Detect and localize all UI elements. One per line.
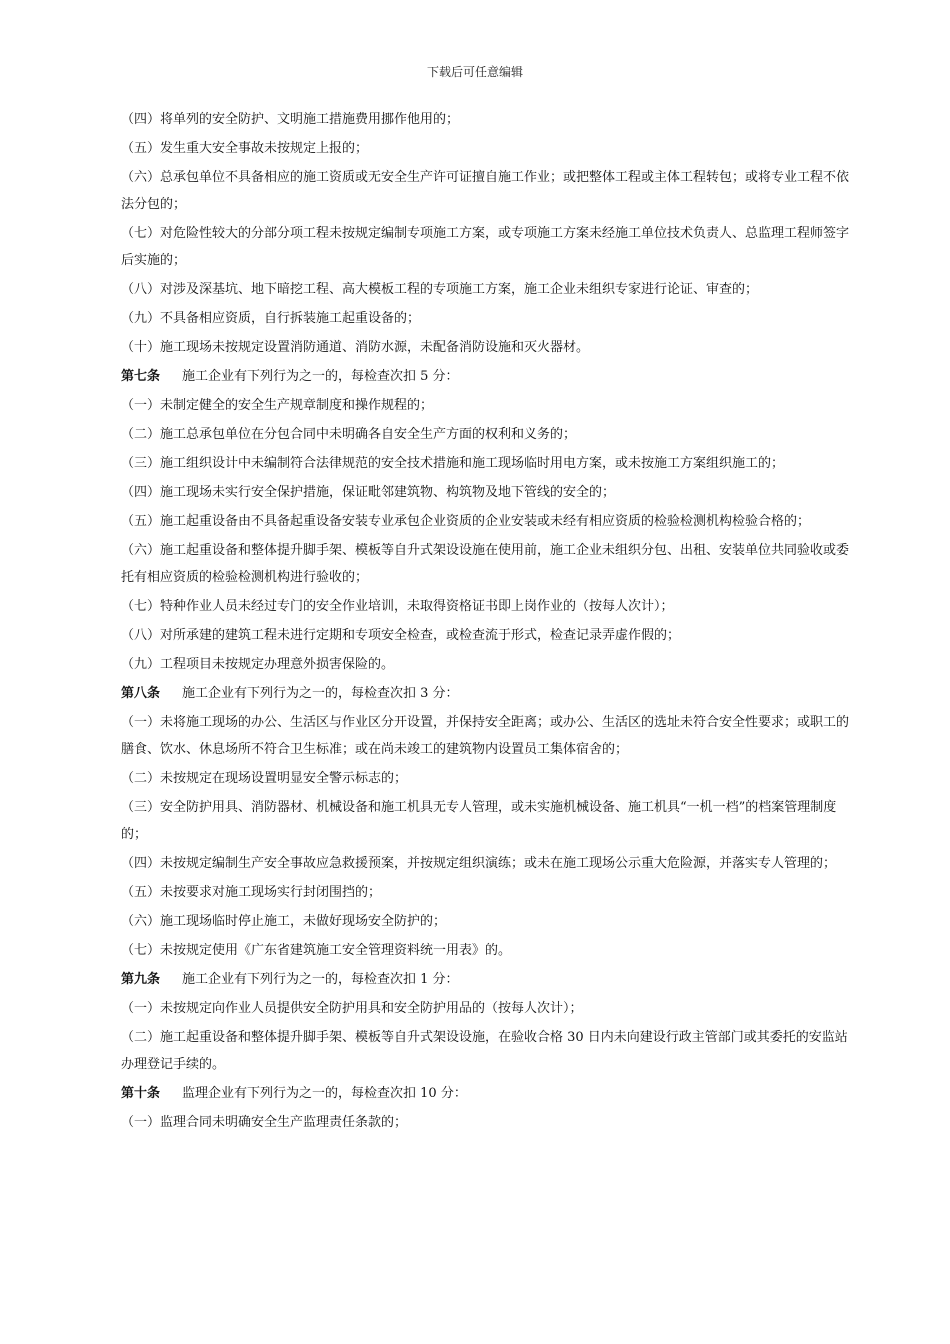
article-text: 施工企业有下列行为之一的，每检查次扣 3 分：: [182, 686, 459, 701]
article-heading: [121, 1080, 857, 1107]
list-item: （九）不具备相应资质，自行拆装施工起重设备的；: [121, 311, 421, 326]
list-item: （五）未按要求对施工现场实行封闭围挡的；: [121, 885, 382, 900]
list-item: （七）特种作业人员未经过专门的安全作业培训，未取得资格证书即上岗作业的（按每人次计）；: [121, 599, 674, 614]
list-item: （六）施工起重设备和整体提升脚手架、模板等自升式架设设施在使用前，施工企业未组织分包、出租、安装单位共同验收或委托有相应资质的检验检测机构进行验收的；: [121, 543, 850, 585]
list-item: （七）对危险性较大的分部分项工程未按规定编制专项施工方案，或专项施工方案未经施工单位技术负责人、总监理工程师签字后实施的；: [121, 226, 850, 268]
list-item: （六）总承包单位不具备相应的施工资质或无安全生产许可证擅自施工作业；或把整体工程或主体工程转包；或将专业工程不依法分包的；: [121, 170, 850, 212]
list-item: （二）施工起重设备和整体提升脚手架、模板等自升式架设设施，在验收合格 30 日内未向建设行政主管部门或其委托的安监站办理登记手续的。: [121, 1030, 848, 1072]
list-item: （一）未制定健全的安全生产规章制度和操作规程的；: [121, 398, 434, 413]
article-text: 施工企业有下列行为之一的，每检查次扣 5 分：: [182, 369, 459, 384]
list-item: （四）施工现场未实行安全保护措施，保证毗邻建筑物、构筑物及地下管线的安全的；: [121, 485, 616, 500]
article-heading: [121, 966, 857, 993]
page-header: 下载后可任意编辑: [426, 65, 523, 79]
list-item: （五）施工起重设备由不具备起重设备安装专业承包企业资质的企业安装或未经有相应资质的检验检测机构检验合格的；: [121, 514, 811, 529]
article-number: 第八条: [121, 686, 161, 701]
list-item: （二）施工总承包单位在分包合同中未明确各自安全生产方面的权利和义务的；: [121, 427, 577, 442]
article-number: 第七条: [121, 369, 161, 384]
article-text: 监理企业有下列行为之一的，每检查次扣 10 分：: [182, 1086, 467, 1101]
list-item: （一）未按规定向作业人员提供安全防护用具和安全防护用品的（按每人次计）；: [121, 1001, 583, 1016]
list-item: （八）对涉及深基坑、地下暗挖工程、高大模板工程的专项施工方案，施工企业未组织专家进行论证、审查的；: [121, 282, 759, 297]
list-item: （五）发生重大安全事故未按规定上报的；: [121, 141, 369, 156]
article-heading: [121, 680, 857, 707]
list-item: （三）施工组织设计中未编制符合法律规范的安全技术措施和施工现场临时用电方案，或未按施工方案组织施工的；: [121, 456, 785, 471]
list-item: （二）未按规定在现场设置明显安全警示标志的；: [121, 771, 408, 786]
article-text: 施工企业有下列行为之一的，每检查次扣 1 分：: [182, 972, 459, 987]
list-item: （八）对所承建的建筑工程未进行定期和专项安全检查，或检查流于形式，检查记录弄虚作假的；: [121, 628, 681, 643]
list-item: （九）工程项目未按规定办理意外损害保险的。: [121, 657, 395, 672]
list-item: （四）将单列的安全防护、文明施工措施费用挪作他用的；: [121, 112, 460, 127]
article-number: 第九条: [121, 972, 161, 987]
list-item: （一）未将施工现场的办公、生活区与作业区分开设置，并保持安全距离；或办公、生活区的选址未符合安全性要求；或职工的膳食、饮水、休息场所不符合卫生标准；或在尚未竣工的建筑物内设置员工集体宿舍的；: [121, 715, 850, 757]
list-item: （六）施工现场临时停止施工，未做好现场安全防护的；: [121, 914, 447, 929]
document-body: [121, 106, 857, 1138]
article-number: 第十条: [121, 1086, 161, 1101]
article-heading: [121, 363, 857, 390]
list-item: （十）施工现场未按规定设置消防通道、消防水源，未配备消防设施和灭火器材。: [121, 340, 590, 355]
list-item: （三）安全防护用具、消防器材、机械设备和施工机具无专人管理，或未实施机械设备、施工机具“一机一档”的档案管理制度的；: [121, 800, 837, 842]
list-item: （一）监理合同未明确安全生产监理责任条款的；: [121, 1115, 408, 1130]
list-item: （七）未按规定使用《广东省建筑施工安全管理资料统一用表》的。: [121, 943, 512, 958]
list-item: （四）未按规定编制生产安全事故应急救援预案，并按规定组织演练；或未在施工现场公示重大危险源，并落实专人管理的；: [121, 856, 837, 871]
